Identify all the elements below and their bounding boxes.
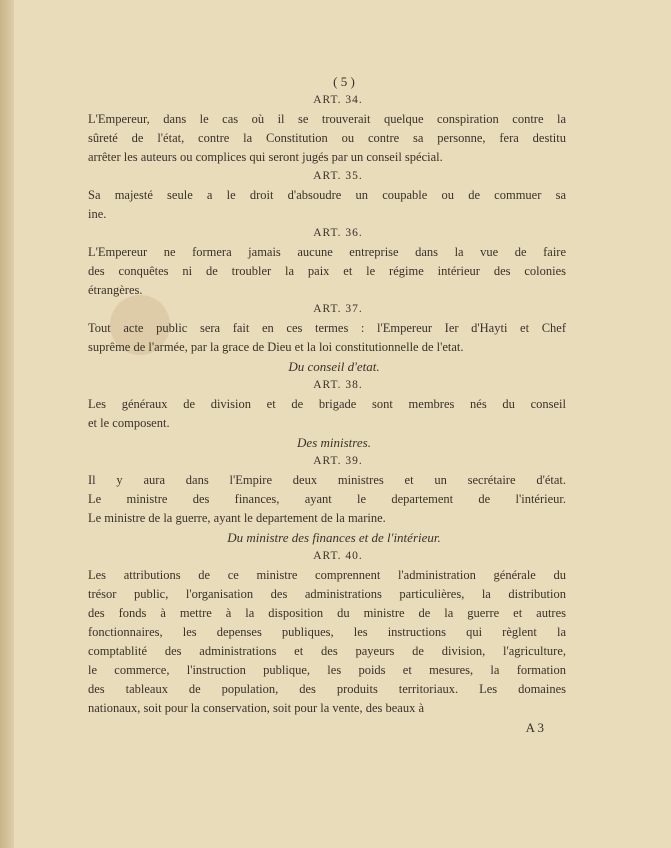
text-line: Sa majesté seule a le droit d'absoudre un coupable ou de commuer sa bbox=[88, 188, 566, 202]
section-heading: Du conseil d'etat. bbox=[288, 359, 380, 374]
article-paragraph bbox=[88, 566, 566, 718]
text-line: sûreté de l'état, contre la Constitution ou contre sa personne, fera destitu bbox=[88, 131, 566, 145]
text-line: étrangères. bbox=[88, 283, 143, 297]
page-number: ( 5 ) bbox=[333, 74, 355, 89]
article-heading: ART. 39. bbox=[313, 455, 363, 467]
document-body bbox=[88, 91, 566, 718]
text-line: fonctionnaires, les depenses publiques, les instructions qui règlent la bbox=[88, 625, 566, 639]
text-line: des conquêtes ni de troubler la paix et le régime intérieur des colonies bbox=[88, 264, 566, 278]
signature-mark: A 3 bbox=[525, 720, 544, 735]
text-line: Les généraux de division et de brigade sont membres nés du conseil bbox=[88, 397, 566, 411]
article-heading: ART. 36. bbox=[313, 227, 363, 239]
text-line: Les attributions de ce ministre comprennent l'administration générale du bbox=[88, 568, 566, 582]
article-paragraph bbox=[88, 243, 566, 300]
article-paragraph bbox=[88, 186, 566, 224]
article-paragraph bbox=[88, 471, 566, 528]
text-line: et le composent. bbox=[88, 416, 170, 430]
text-line: Le ministre de la guerre, ayant le departement de la marine. bbox=[88, 511, 386, 525]
text-line: le commerce, l'instruction publique, les poids et mesures, la formation bbox=[88, 663, 566, 677]
article-heading: ART. 40. bbox=[313, 550, 363, 562]
document-text bbox=[88, 72, 566, 737]
article-heading: ART. 38. bbox=[313, 379, 363, 391]
text-line: Tout acte public sera fait en ces termes : l'Empereur Ier d'Hayti et Chef bbox=[88, 321, 566, 335]
article-heading: ART. 35. bbox=[313, 170, 363, 182]
text-line: comptablité des administrations et des payeurs de division, l'agriculture, bbox=[88, 644, 566, 658]
text-line: L'Empereur, dans le cas où il se trouverait quelque conspiration contre la bbox=[88, 112, 566, 126]
text-line: des tableaux de population, des produits territoriaux. Les domaines bbox=[88, 682, 566, 696]
article-heading: ART. 37. bbox=[313, 303, 363, 315]
text-line: ine. bbox=[88, 207, 107, 221]
article-paragraph bbox=[88, 319, 566, 357]
text-line: arrêter les auteurs ou complices qui seront jugés par un conseil spécial. bbox=[88, 150, 443, 164]
section-heading: Du ministre des finances et de l'intérieur. bbox=[227, 530, 441, 545]
text-line: nationaux, soit pour la conservation, soit pour la vente, des beaux à bbox=[88, 701, 425, 715]
text-line: Le ministre des finances, ayant le departement de l'intérieur. bbox=[88, 492, 566, 506]
text-line: des fonds à mettre à la disposition du ministre de la guerre et autres bbox=[88, 606, 566, 620]
article-paragraph bbox=[88, 395, 566, 433]
section-heading: Des ministres. bbox=[297, 435, 371, 450]
article-heading: ART. 34. bbox=[313, 94, 363, 106]
text-line: trésor public, l'organisation des administrations particulières, la distribution bbox=[88, 587, 566, 601]
text-line: L'Empereur ne formera jamais aucune entreprise dans la vue de faire bbox=[88, 245, 566, 259]
article-paragraph bbox=[88, 110, 566, 167]
page-edge bbox=[0, 0, 14, 848]
text-line: Il y aura dans l'Empire deux ministres et un secrétaire d'état. bbox=[88, 473, 566, 487]
text-line: suprême de l'armée, par la grace de Dieu et la loi constitutionnelle de l'etat. bbox=[88, 340, 464, 354]
